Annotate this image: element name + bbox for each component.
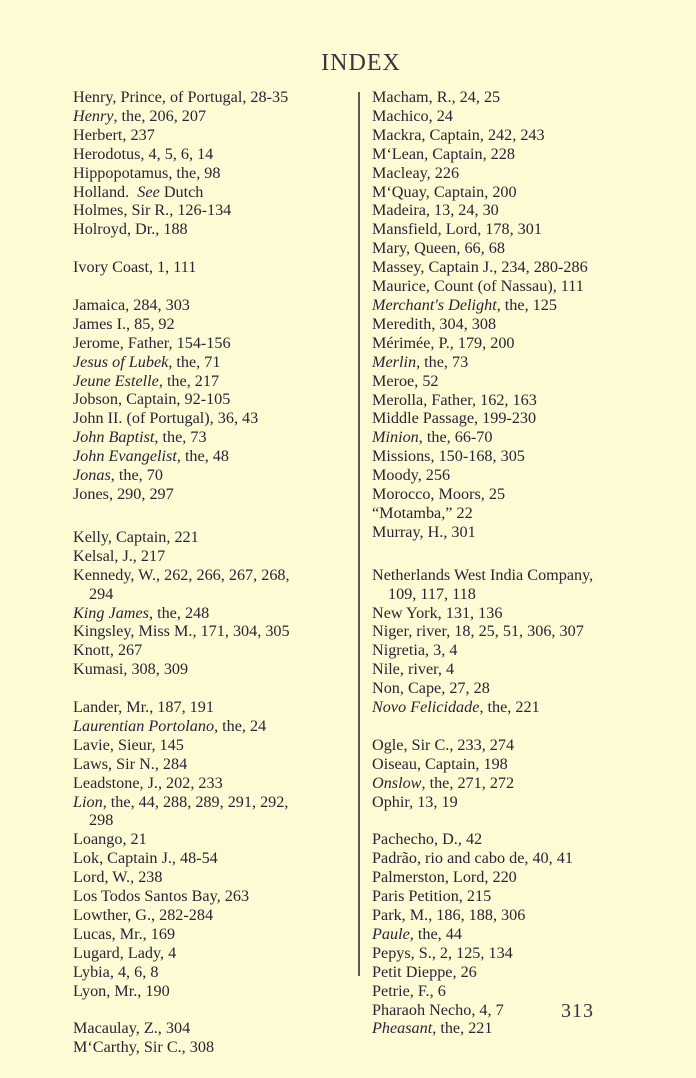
index-section-m-left <box>73 1019 353 1057</box>
index-entry <box>73 390 353 409</box>
entry-text: Macham, R., 24, 25 <box>372 88 501 106</box>
index-entry <box>372 428 662 447</box>
entry-continuation: 109, 117, 118 <box>388 584 476 603</box>
entry-text: Nigretia, 3, 4 <box>372 641 458 660</box>
index-entry <box>372 622 662 641</box>
index-entry <box>372 868 662 887</box>
entry-text: Henry, Prince, of Portugal, 28-35 <box>73 88 289 106</box>
entry-italic-title: Merlin <box>372 352 417 371</box>
index-entry <box>73 641 353 660</box>
entry-text: Nile, river, 4 <box>372 660 455 679</box>
entry-text: M‘Quay, Captain, 200 <box>372 182 517 201</box>
index-entry <box>372 409 662 428</box>
entry-text: , the, 221 <box>479 698 540 717</box>
entry-text: Morocco, Moors, 25 <box>372 485 506 504</box>
section-gap <box>73 504 353 528</box>
page-title: INDEX <box>321 50 401 76</box>
entry-text: Park, M., 186, 188, 306 <box>372 906 526 925</box>
index-entry <box>73 315 353 334</box>
entry-text: M‘Lean, Captain, 228 <box>372 144 515 163</box>
entry-italic-title: Pheasant <box>372 1019 433 1038</box>
section-gap <box>73 1001 353 1020</box>
entry-text: , the, 71 <box>168 352 221 371</box>
index-entry <box>372 220 662 239</box>
index-entry <box>372 372 662 391</box>
index-entry <box>372 793 662 812</box>
entry-text: Jerome, Father, 154-156 <box>73 333 231 352</box>
index-entry <box>73 447 353 466</box>
entry-text: Lucas, Mr., 169 <box>73 924 176 943</box>
entry-text: , the, 221 <box>432 1019 493 1038</box>
entry-text: Jobson, Captain, 92-105 <box>73 390 231 409</box>
entry-text: Mansfield, Lord, 178, 301 <box>372 220 542 239</box>
entry-text: Lowther, G., 282-284 <box>73 906 214 925</box>
index-entry <box>73 793 353 831</box>
index-entry <box>73 296 353 315</box>
index-entry <box>73 982 353 1001</box>
entry-text: Middle Passage, 199-230 <box>372 409 537 428</box>
index-entry <box>372 982 662 1001</box>
index-entry <box>73 258 353 277</box>
entry-text: Macleay, 226 <box>372 163 460 182</box>
index-entry <box>73 1019 353 1038</box>
entry-text: Massey, Captain J., 234, 280-286 <box>372 258 588 277</box>
index-entry <box>73 547 353 566</box>
index-entry <box>372 88 662 107</box>
index-column-left <box>73 88 353 1057</box>
entry-text: Meredith, 304, 308 <box>372 314 497 333</box>
index-entry <box>73 409 353 428</box>
index-entry <box>73 830 353 849</box>
entry-text: Ogle, Sir C., 233, 274 <box>372 735 515 754</box>
index-entry <box>73 868 353 887</box>
index-entry <box>372 145 662 164</box>
entry-text: , the, 70 <box>110 466 163 485</box>
index-entry <box>372 830 662 849</box>
index-entry <box>372 566 662 604</box>
index-section-m <box>372 88 662 542</box>
entry-italic-title: Jesus of Lubek <box>73 352 169 371</box>
index-entry <box>73 944 353 963</box>
index-section-o <box>372 736 662 812</box>
entry-text: Padrão, rio and cabo de, 40, 41 <box>372 849 573 868</box>
index-entry <box>372 258 662 277</box>
index-entry <box>73 774 353 793</box>
entry-text: Machico, 24 <box>372 106 453 125</box>
index-entry <box>73 428 353 447</box>
section-gap <box>73 239 353 258</box>
entry-text: Paris Petition, 215 <box>372 887 492 906</box>
entry-italic-title: Lion <box>73 792 103 811</box>
entry-text: John II. (of Portugal), 36, 43 <box>73 409 259 428</box>
index-entry <box>73 485 353 504</box>
entry-text: Lok, Captain J., 48-54 <box>73 849 218 868</box>
entry-text: Lavie, Sieur, 145 <box>73 735 184 754</box>
index-entry <box>73 220 353 239</box>
entry-text: Pachecho, D., 42 <box>372 830 483 849</box>
entry-text: Murray, H., 301 <box>372 522 476 541</box>
entry-continuation: 298 <box>89 811 114 830</box>
entry-text: Mackra, Captain, 242, 243 <box>372 125 545 144</box>
index-entry <box>73 849 353 868</box>
entry-text: Palmerston, Lord, 220 <box>372 868 517 887</box>
index-entry <box>372 660 662 679</box>
entry-text: Holland. <box>73 182 138 201</box>
column-divider <box>358 92 360 976</box>
index-entry <box>73 372 353 391</box>
index-entry <box>372 107 662 126</box>
entry-text: , the, 206, 207 <box>113 106 207 125</box>
entry-italic-title: Jeune Estelle <box>73 371 159 390</box>
entry-text: M‘Carthy, Sir C., 308 <box>73 1038 215 1057</box>
index-column-right <box>372 88 662 1038</box>
index-entry <box>372 698 662 717</box>
entry-text: Missions, 150-168, 305 <box>372 447 525 466</box>
entry-text: , the, 44, 288, 289, 291, 292, <box>102 792 289 811</box>
index-entry <box>73 183 353 202</box>
index-entry <box>73 1038 353 1057</box>
entry-italic-title: Onslow <box>372 773 422 792</box>
entry-text: Kingsley, Miss M., 171, 304, 305 <box>73 622 290 641</box>
entry-text: , the, 73 <box>154 428 207 447</box>
entry-text: Lugard, Lady, 4 <box>73 943 177 962</box>
section-gap <box>372 542 662 566</box>
entry-text: Knott, 267 <box>73 641 143 660</box>
index-entry <box>73 164 353 183</box>
index-entry <box>73 528 353 547</box>
index-entry <box>372 849 662 868</box>
cross-reference-target: Dutch <box>159 182 204 201</box>
index-entry <box>372 201 662 220</box>
entry-text: , the, 73 <box>416 352 469 371</box>
index-entry <box>372 604 662 623</box>
entry-text: Meroe, 52 <box>372 371 439 390</box>
index-entry <box>372 447 662 466</box>
entry-text: Merolla, Father, 162, 163 <box>372 390 537 409</box>
entry-italic-title: John Evangelist <box>73 447 177 466</box>
entry-text: , the, 44 <box>409 924 462 943</box>
index-entry <box>372 315 662 334</box>
index-section-p <box>372 830 662 1038</box>
entry-text: Laws, Sir N., 284 <box>73 754 188 773</box>
index-entry <box>73 145 353 164</box>
entry-text: Mérimée, P., 179, 200 <box>372 333 515 352</box>
index-entry <box>73 622 353 641</box>
index-entry <box>372 944 662 963</box>
page-number: 313 <box>561 1000 594 1022</box>
entry-text: , the, 125 <box>496 295 557 314</box>
index-entry <box>73 698 353 717</box>
index-entry <box>73 925 353 944</box>
entry-text: Moody, 256 <box>372 466 451 485</box>
entry-text: , the, 48 <box>176 447 229 466</box>
index-entry <box>372 1001 662 1020</box>
index-entry <box>372 887 662 906</box>
index-section-h <box>73 88 353 239</box>
index-entry <box>372 755 662 774</box>
index-entry <box>73 736 353 755</box>
section-gap <box>372 717 662 736</box>
entry-italic-title: Laurentian Portolano <box>73 716 215 735</box>
entry-text: , the, 217 <box>158 371 220 390</box>
entry-text: Holroyd, Dr., 188 <box>73 220 188 239</box>
entry-text: Petrie, F., 6 <box>372 981 446 1000</box>
entry-text: Mary, Queen, 66, 68 <box>372 239 505 258</box>
entry-text: New York, 131, 136 <box>372 603 503 622</box>
index-entry <box>73 201 353 220</box>
index-section-j <box>73 296 353 504</box>
entry-text: Holmes, Sir R., 126-134 <box>73 201 232 220</box>
index-entry <box>372 353 662 372</box>
entry-text: Maurice, Count (of Nassau), 111 <box>372 277 584 296</box>
entry-italic-title: King James <box>73 603 149 622</box>
index-entry <box>73 126 353 145</box>
index-entry <box>372 334 662 353</box>
entry-italic-title: Henry <box>73 106 114 125</box>
cross-reference-label: See <box>137 182 160 201</box>
entry-text: Kelsal, J., 217 <box>73 546 166 565</box>
index-entry <box>372 485 662 504</box>
entry-italic-title: Paule <box>372 924 410 943</box>
entry-text: , the, 66-70 <box>418 428 493 447</box>
entry-text: Non, Cape, 27, 28 <box>372 679 490 698</box>
index-entry <box>372 391 662 410</box>
index-entry <box>73 466 353 485</box>
entry-text: , the, 248 <box>148 603 210 622</box>
entry-text: Kennedy, W., 262, 266, 267, 268, <box>73 565 290 584</box>
index-entry <box>73 906 353 925</box>
index-entry <box>372 1019 662 1038</box>
index-entry <box>372 164 662 183</box>
entry-italic-title: Novo Felicidade <box>372 698 480 717</box>
entry-text: Herodotus, 4, 5, 6, 14 <box>73 144 214 163</box>
section-gap <box>73 679 353 698</box>
entry-italic-title: Merchant's Delight <box>372 295 497 314</box>
entry-italic-title: John Baptist <box>73 428 155 447</box>
entry-text: Jones, 290, 297 <box>73 485 174 503</box>
index-entry <box>372 126 662 145</box>
entry-text: Lander, Mr., 187, 191 <box>73 698 214 717</box>
index-entry <box>73 566 353 604</box>
index-entry <box>73 334 353 353</box>
entry-text: “Motamba,” 22 <box>372 503 473 522</box>
entry-text: Niger, river, 18, 25, 51, 306, 307 <box>372 622 584 641</box>
index-entry <box>372 906 662 925</box>
entry-text: Macaulay, Z., 304 <box>73 1019 191 1038</box>
entry-text: Hippopotamus, the, 98 <box>73 163 221 182</box>
entry-text: Leadstone, J., 202, 233 <box>73 773 223 792</box>
index-entry <box>372 925 662 944</box>
section-gap <box>73 277 353 296</box>
index-section-n <box>372 566 662 717</box>
entry-text: Los Todos Santos Bay, 263 <box>73 887 250 906</box>
index-entry <box>372 239 662 258</box>
index-entry <box>73 88 353 107</box>
index-section-k <box>73 528 353 679</box>
entry-italic-title: Jonas <box>73 466 111 485</box>
entry-text: Oiseau, Captain, 198 <box>372 754 508 773</box>
index-entry <box>73 755 353 774</box>
entry-text: Herbert, 237 <box>73 125 155 144</box>
index-entry <box>73 660 353 679</box>
entry-text: Lyon, Mr., 190 <box>73 981 170 1000</box>
entry-text: James I., 85, 92 <box>73 314 175 333</box>
entry-continuation: 294 <box>89 584 114 603</box>
index-entry <box>372 774 662 793</box>
entry-text: Lord, W., 238 <box>73 868 163 887</box>
entry-text: Madeira, 13, 24, 30 <box>372 201 499 220</box>
entry-text: Lybia, 4, 6, 8 <box>73 962 159 981</box>
index-entry <box>372 296 662 315</box>
index-entry <box>372 736 662 755</box>
index-entry <box>73 717 353 736</box>
index-entry <box>372 277 662 296</box>
index-entry <box>372 504 662 523</box>
entry-text: Loango, 21 <box>73 830 147 849</box>
entry-text: Petit Dieppe, 26 <box>372 962 477 981</box>
index-entry <box>73 107 353 126</box>
index-entry <box>73 604 353 623</box>
index-entry <box>73 963 353 982</box>
entry-text: , the, 271, 272 <box>421 773 515 792</box>
index-section-l <box>73 698 353 1001</box>
entry-text: , the, 24 <box>214 716 267 735</box>
index-entry <box>372 183 662 202</box>
index-entry <box>372 641 662 660</box>
entry-text: Jamaica, 284, 303 <box>73 295 190 314</box>
index-entry <box>73 353 353 372</box>
index-entry <box>73 887 353 906</box>
index-entry <box>372 523 662 542</box>
entry-text: Pharaoh Necho, 4, 7 <box>372 1000 504 1019</box>
entry-text: Kumasi, 308, 309 <box>73 660 189 679</box>
entry-text: Ophir, 13, 19 <box>372 792 458 811</box>
index-entry <box>372 466 662 485</box>
index-entry <box>372 963 662 982</box>
entry-italic-title: Minion <box>372 428 419 447</box>
entry-text: Ivory Coast, 1, 111 <box>73 258 197 277</box>
index-section-i <box>73 258 353 277</box>
entry-text: Pepys, S., 2, 125, 134 <box>372 943 513 962</box>
entry-text: Netherlands West India Company, <box>372 565 594 584</box>
section-gap <box>372 812 662 831</box>
index-entry <box>372 679 662 698</box>
entry-text: Kelly, Captain, 221 <box>73 527 199 546</box>
